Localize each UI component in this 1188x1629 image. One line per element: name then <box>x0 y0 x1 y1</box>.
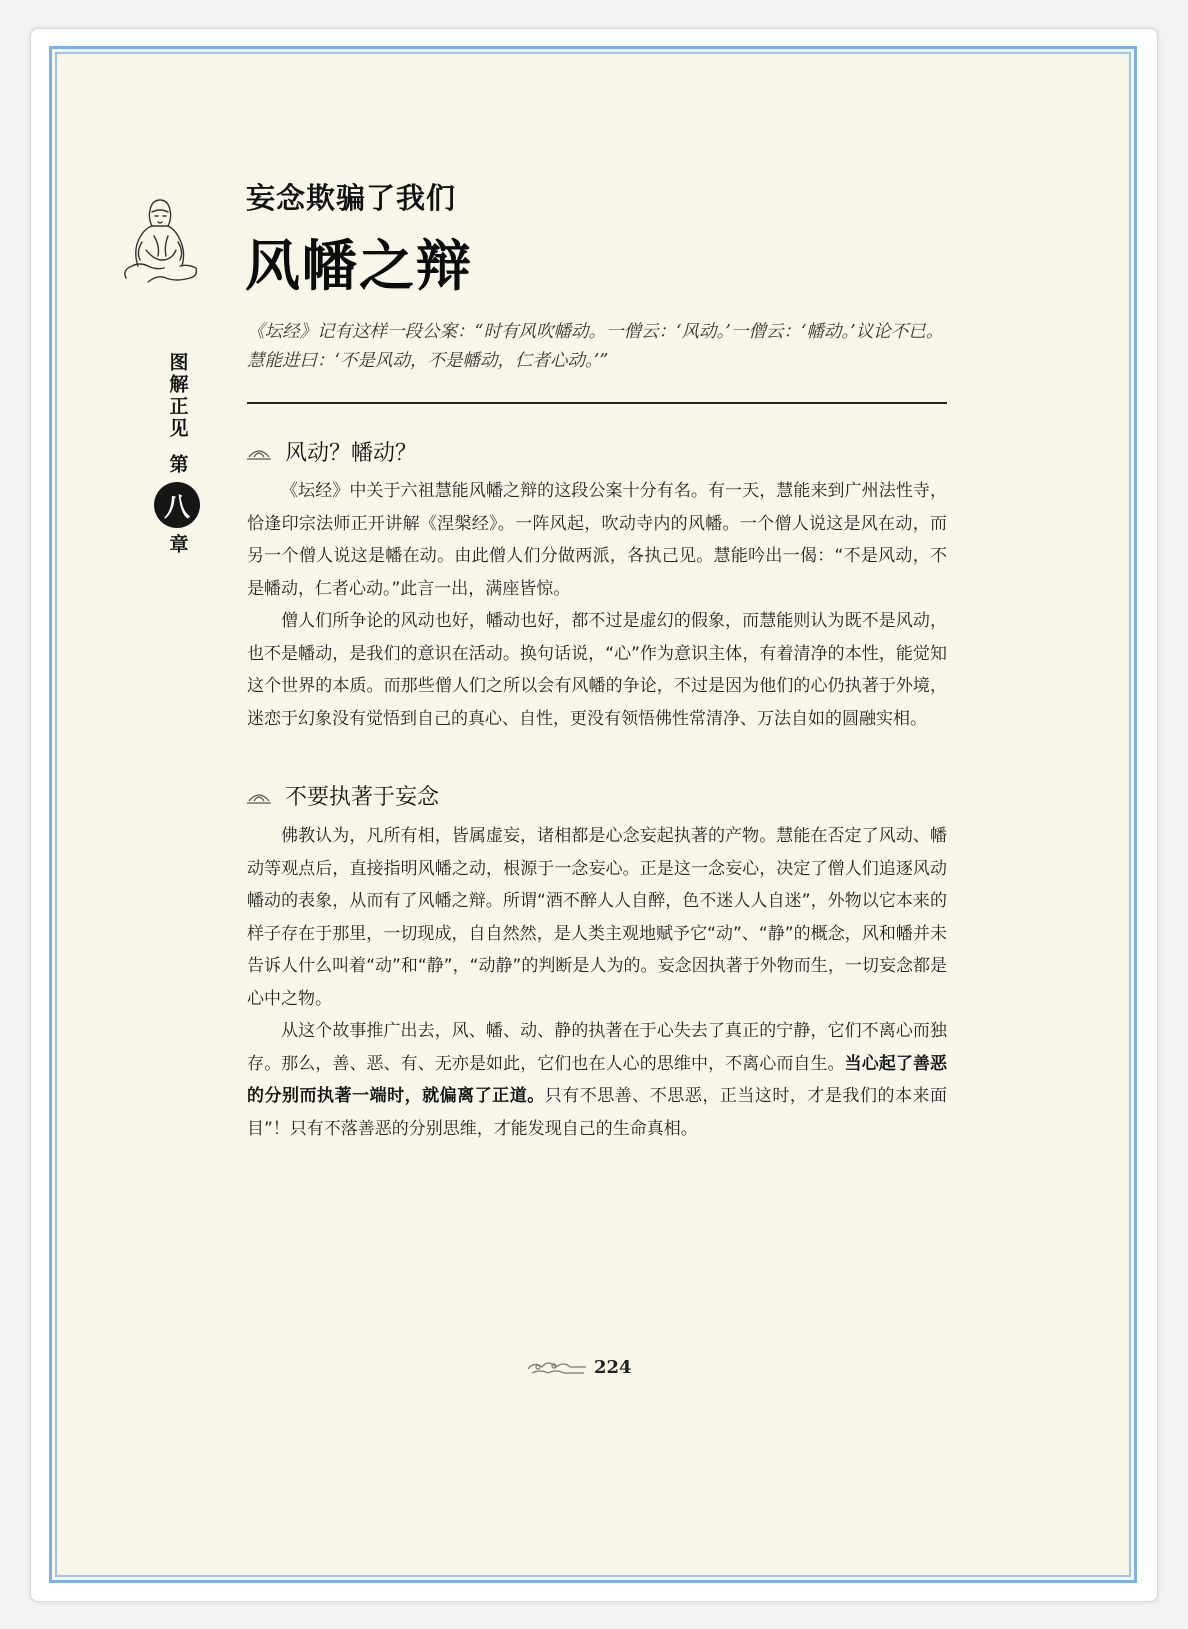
section-heading-1-text: 风动？幡动？ <box>285 441 418 466</box>
section-kicker: 妄念欺骗了我们 <box>246 181 457 215</box>
paragraph-4-text-end: 只有不思善、不思恶，正当这时，才是我们的本来面目”！只有不落善恶的分别思维，才能发现自己的生命真相。 <box>247 1086 947 1139</box>
paragraph-4 <box>247 1015 947 1145</box>
series-name: 图解正见 <box>166 352 189 440</box>
page-title: 风幡之辩 <box>245 234 474 298</box>
seated-monk-illustration <box>118 190 202 286</box>
section-heading-1 <box>245 436 417 467</box>
divider-rule <box>247 402 947 404</box>
paragraph-4-text: 从这个故事推广出去，风、幡、动、静的执著在于心失去了真正的宁静，它们不离心而独存。那么，善、恶、有、无亦是如此，它们也在人心的思维中，不离心而自生。 <box>247 1021 947 1074</box>
chapter-number-badge: 八 <box>154 482 200 528</box>
lotus-icon <box>245 787 273 805</box>
section-heading-2 <box>245 780 439 811</box>
lotus-icon <box>245 443 273 461</box>
section-heading-2-text: 不要执著于妄念 <box>285 785 440 810</box>
chapter-prefix: 第 <box>166 454 189 476</box>
series-side-title <box>160 352 194 556</box>
cloud-ornament-icon <box>526 1355 588 1379</box>
paragraph-1: 《坛经》中关于六祖慧能风幡之辩的这段公案十分有名。有一天，慧能来到广州法性寺，恰逢印宗法师正开讲解《涅槃经》。一阵风起，吹动寺内的风幡。一个僧人说这是风在动，而另一个僧人说这是幡在动。由此僧人们分做两派，各执己见。慧能吟出一偈：“不是风动，不是幡动，仁者心动。”此言一出，满座皆惊。 <box>247 481 947 599</box>
paragraph-2: 僧人们所争论的风动也好，幡动也好，都不过是虚幻的假象，而慧能则认为既不是风动，也不是幡动，是我们的意识在活动。换句话说，“心”作为意识主体，有着清净的本性，能觉知这个世界的本质。而那些僧人们之所以会有风幡的争论，不过是因为他们的心仍执著于外境，迷恋于幻象没有觉悟到自己的真心、自性，更没有领悟佛性常清净、万法自如的圆融实相。 <box>247 611 947 729</box>
intro-quote: 《坛经》记有这样一段公案：“时有风吹幡动。一僧云：‘风动。’一僧云：‘幡动。’议论不已。慧能进曰：‘不是风动，不是幡动，仁者心动。’” <box>247 322 944 371</box>
paragraph-4-emphasis: 当心起了善恶的分别而执著一端时，就偏离了正道。 <box>247 1053 947 1107</box>
page-footer <box>526 1352 632 1382</box>
page-number: 224 <box>594 1356 632 1378</box>
paragraph-3: 佛教认为，凡所有相，皆属虚妄，诸相都是心念妄起执著的产物。慧能在否定了风动、幡动等观点后，直接指明风幡之动，根源于一念妄心。正是这一念妄心，决定了僧人们追逐风动幡动的表象，从而有了风幡之辩。所谓“酒不醉人人自醉，色不迷人人自迷”，外物以它本来的样子存在于那里，一切现成，自自然然，是人类主观地赋予它“动”、“静”的概念，风和幡并未告诉人什么叫着“动”和“静”，“动静”的判断是人为的。妄念因执著于外物而生，一切妄念都是心中之物。 <box>247 826 947 1009</box>
chapter-suffix: 章 <box>166 534 189 556</box>
